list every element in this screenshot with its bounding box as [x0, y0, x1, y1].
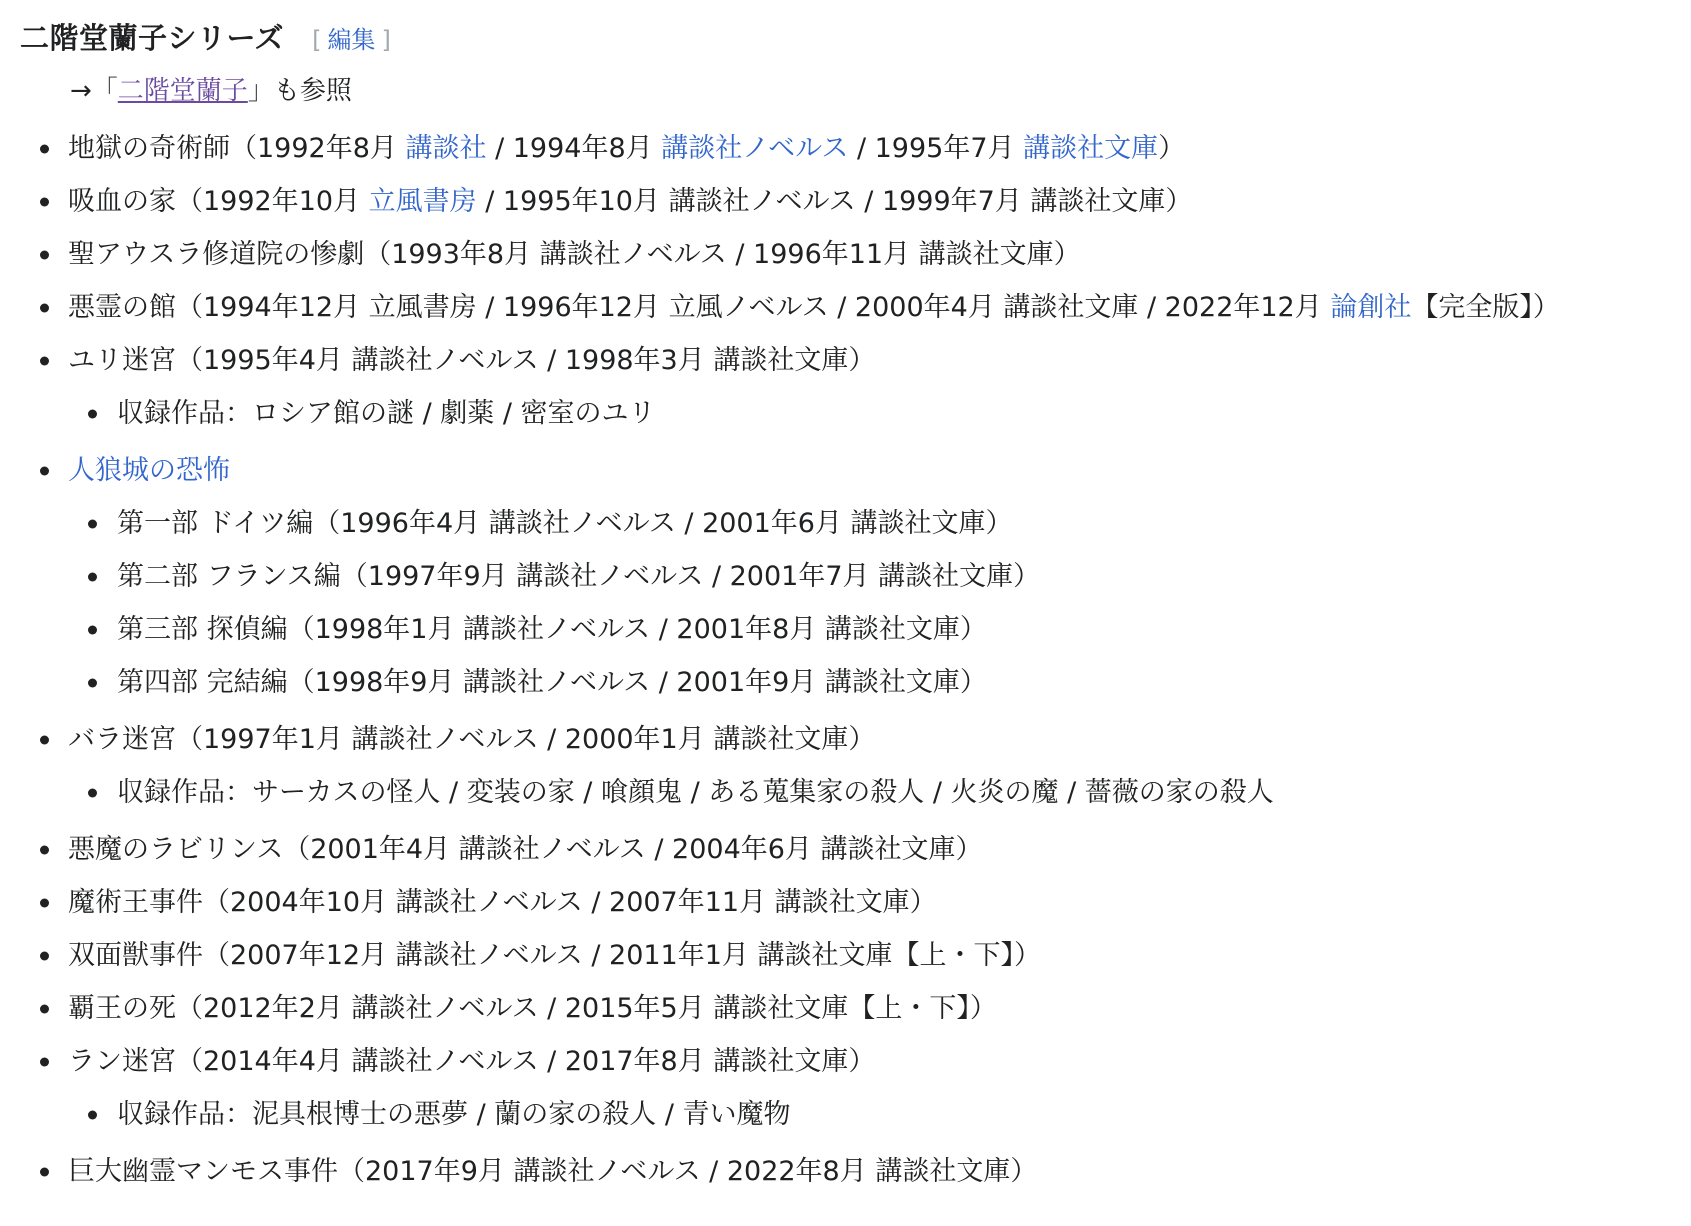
item-text: 第三部 探偵編（1998年1月 講談社ノベルス / 2001年8月 講談社文庫） — [117, 614, 987, 645]
bullet-icon — [40, 845, 49, 854]
item-text: / 1995年7月 — [848, 133, 1024, 164]
bullet-icon — [88, 1110, 97, 1119]
item-text: 悪魔のラビリンス（2001年4月 講談社ノベルス / 2004年6月 講談社文庫） — [68, 834, 983, 865]
see-also-note — [70, 66, 1691, 116]
list-item — [20, 713, 1691, 766]
bullet-icon — [88, 519, 97, 528]
list-item — [20, 444, 1691, 497]
item-text: ） — [1158, 133, 1186, 164]
bullet-icon — [88, 572, 97, 581]
bullet-icon — [40, 1057, 49, 1066]
list-item — [20, 334, 1691, 387]
list-item — [20, 929, 1691, 982]
list-item — [20, 122, 1691, 175]
list-item — [20, 228, 1691, 281]
item-text: 第二部 フランス編（1997年9月 講談社ノベルス / 2001年7月 講談社文庫） — [117, 561, 1041, 592]
bullet-icon — [88, 409, 97, 418]
bullet-icon — [40, 1004, 49, 1013]
sub-list-item — [20, 550, 1691, 603]
sub-list-item — [20, 656, 1691, 709]
see-also-prefix: →「 — [70, 76, 118, 106]
edit-bracket-close: ] — [381, 26, 391, 54]
list-item — [20, 823, 1691, 876]
item-text: 聖アウスラ修道院の惨劇（1993年8月 講談社ノベルス / 1996年11月 講談社文庫） — [68, 239, 1081, 270]
item-text: 覇王の死（2012年2月 講談社ノベルス / 2015年5月 講談社文庫【上・下】） — [68, 993, 997, 1024]
sub-list-item — [20, 1088, 1691, 1141]
item-text: バラ迷宮（1997年1月 講談社ノベルス / 2000年1月 講談社文庫） — [68, 724, 876, 755]
bullet-icon — [40, 898, 49, 907]
item-text: 双面獣事件（2007年12月 講談社ノベルス / 2011年1月 講談社文庫【上・下】） — [68, 940, 1041, 971]
item-text: 【完全版】） — [1411, 292, 1560, 323]
item-text: ラン迷宮（2014年4月 講談社ノベルス / 2017年8月 講談社文庫） — [68, 1046, 876, 1077]
work-link[interactable]: 人狼城の恐怖 — [68, 455, 230, 486]
item-text: / 1995年10月 講談社ノベルス / 1999年7月 講談社文庫） — [476, 186, 1193, 217]
item-text: 吸血の家（1992年10月 — [68, 186, 369, 217]
work-link[interactable]: 立風書房 — [368, 186, 477, 217]
list-item — [20, 1145, 1691, 1198]
list-item — [20, 876, 1691, 929]
item-text: 第四部 完結編（1998年9月 講談社ノベルス / 2001年9月 講談社文庫） — [117, 667, 987, 698]
work-link[interactable]: 論創社 — [1330, 292, 1412, 323]
section-heading — [20, 16, 1691, 66]
work-link[interactable]: 講談社ノベルス — [661, 133, 849, 164]
bullet-icon — [40, 466, 49, 475]
bullet-icon — [88, 678, 97, 687]
item-text: ユリ迷宮（1995年4月 講談社ノベルス / 1998年3月 講談社文庫） — [68, 345, 876, 376]
item-text: 魔術王事件（2004年10月 講談社ノベルス / 2007年11月 講談社文庫） — [68, 887, 937, 918]
sub-list-item — [20, 387, 1691, 440]
works-list — [20, 122, 1691, 1198]
edit-bracket-open: [ — [312, 26, 322, 54]
bullet-icon — [40, 356, 49, 365]
item-text: 巨大幽霊マンモス事件（2017年9月 講談社ノベルス / 2022年8月 講談社文庫） — [68, 1156, 1038, 1187]
bullet-icon — [40, 1167, 49, 1176]
work-link[interactable]: 講談社文庫 — [1023, 133, 1159, 164]
item-text: 第一部 ドイツ編（1996年4月 講談社ノベルス / 2001年6月 講談社文庫） — [117, 508, 1013, 539]
section-title: 二階堂蘭子シリーズ — [20, 21, 285, 55]
list-item — [20, 281, 1691, 334]
list-item — [20, 1035, 1691, 1088]
bullet-icon — [88, 788, 97, 797]
bullet-icon — [88, 625, 97, 634]
see-also-link[interactable]: 二階堂蘭子 — [117, 76, 248, 106]
bullet-icon — [40, 735, 49, 744]
item-text: 収録作品：泥具根博士の悪夢 / 蘭の家の殺人 / 青い魔物 — [117, 1099, 791, 1130]
sub-list-item — [20, 497, 1691, 550]
list-item — [20, 175, 1691, 228]
edit-section — [312, 20, 391, 55]
item-text: 地獄の奇術師（1992年8月 — [68, 133, 406, 164]
work-link[interactable]: 講談社 — [405, 133, 487, 164]
sub-list-item — [20, 766, 1691, 819]
bullet-icon — [40, 197, 49, 206]
sub-list-item — [20, 603, 1691, 656]
item-text: 収録作品：サーカスの怪人 / 変装の家 / 喰顔鬼 / ある蒐集家の殺人 / 火炎の魔 / 薔薇の家の殺人 — [117, 777, 1274, 808]
bullet-icon — [40, 951, 49, 960]
bullet-icon — [40, 250, 49, 259]
item-text: / 1994年8月 — [486, 133, 662, 164]
list-item — [20, 982, 1691, 1035]
bullet-icon — [40, 144, 49, 153]
item-text: 悪霊の館（1994年12月 立風書房 / 1996年12月 立風ノベルス / 2000年4月 講談社文庫 / 2022年12月 — [68, 292, 1331, 323]
bullet-icon — [40, 303, 49, 312]
item-text: 収録作品：ロシア館の謎 / 劇薬 / 密室のユリ — [117, 398, 656, 429]
see-also-suffix: 」も参照 — [247, 76, 352, 106]
edit-link[interactable]: 編集 — [327, 26, 376, 54]
